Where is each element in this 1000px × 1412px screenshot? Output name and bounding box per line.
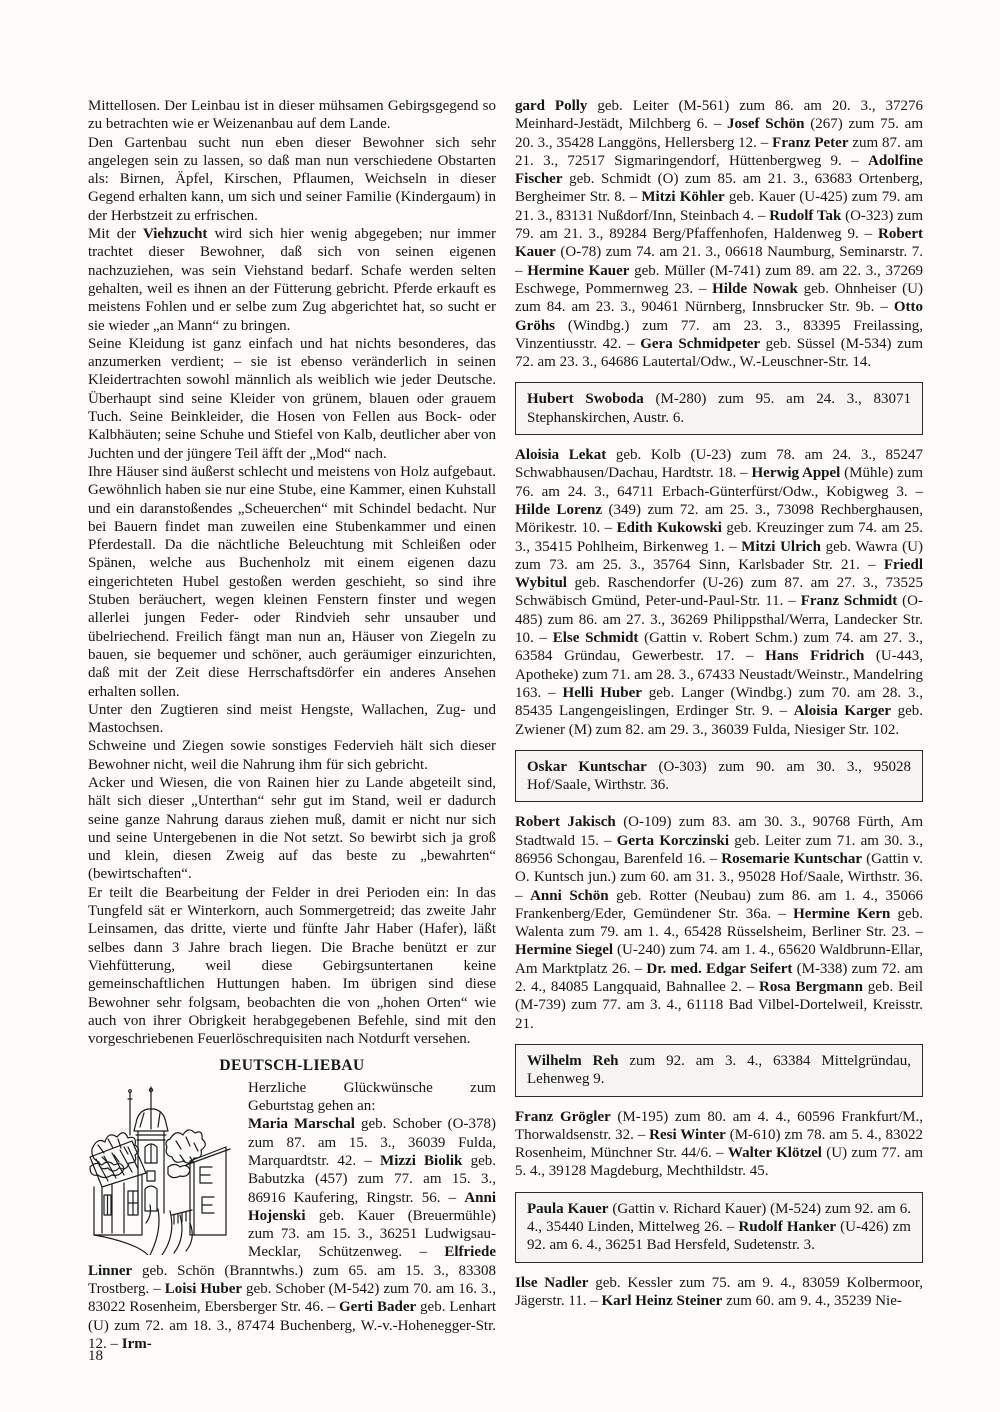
page-number: 18 bbox=[88, 1348, 103, 1364]
birthday-entries: Maria Marschal geb. Schober (O-378) zum 87. am 15. 3., 36039 Fulda, Marquardtstr. 42. – Mizzi Biolik geb. Babutzka (457) zum 77. am 15. 3., 86916 Kaufering, Ringstr. 56. – Anni Hojenski geb. Kauer (Breuermühle) zum 73. am 15. 3., 36251 Ludwigsau-Mecklar, Schützenweg. – Elfriede Linner geb. Schön (Branntwhs.) zum 65. am 15. 3., 83308 Trostberg. – Loisi Huber geb. Schober (M-542) zum 70. am 16. 3., 83022 Rosenheim, Ebersberger Str. 46. – Gerti Bader geb. Lenhart (U) zum 72. am 18. 3., 87474 Buchenberg, W.-v.-Hohenegger-Str. 12. – Irm- bbox=[88, 1116, 496, 1352]
paragraph: Ihre Häuser sind äußerst schlecht und meistens von Holz aufgebaut. Gewöhnlich haben sie nur eine Stube, eine Kammer, einen Kuhstall und ein daranstoßendes „Scheuerchen“ mit Schindel bedacht. Nur bei Bauern findet man zuweilen eine Stubenkammer und einen Pferdestall. Da die nächtliche Beleuchtung mit Schleißen oder Spänen, welche aus Buchenholz mit einem eigenen dazu eingerichteten Hubel gestoßen werden geschieht, so sind ihre Stuben beräuchert, wegen kleinen Fenstern finster und wegen allerlei jungen Feder- oder Rindvieh sehr unsauber und übelriechend. Freilich fängt man nun an, Häuser von Ziegeln zu bauen, sie bequemer und schöner, auch geräumiger einzurichten, daß mit der Zeit diese Herrschaftsdörfer ein anderes Ansehen erhalten sollen. bbox=[88, 463, 496, 700]
boxed-entry: Oskar Kuntschar (O-303) zum 90. am 30. 3., 95028 Hof/Saale, Wirthstr. 36. bbox=[515, 750, 923, 803]
paragraph: Mit der Viehzucht wird sich hier wenig abgegeben; nur immer trachtet dieser Bewohner, daß sich von seinen eigenen nachzuziehen, was sein Viehstand bedarf. Schafe werden selten gehalten, weil es ihnen an der Fütterung gebricht. Pferde erkauft es meistens Fohlen und er selbe zum Zug abgerichtet hat, so sucht er sie wieder „an Mann“ zu bringen. bbox=[88, 226, 496, 334]
deutsch-liebau-section bbox=[88, 1057, 496, 1353]
left-column-paragraphs bbox=[88, 97, 496, 1048]
paragraph: Unter den Zugtieren sind meist Hengste, Wallachen, Zug- und Mastochsen. bbox=[88, 701, 496, 737]
entry-paragraph: gard Polly geb. Leiter (M-561) zum 86. am 20. 3., 37276 Meinhard-Jestädt, Milchberg 6. – Josef Schön (267) zum 75. am 20. 3., 35428 Langgöns, Hellersberg 12. – Franz Peter zum 87. am 21. 3., 72517 Sigmaringendorf, Hüttenbergweg 9. – Adolfine Fischer geb. Schmidt (O) zum 85. am 21. 3., 63683 Ortenberg, Bergheimer Str. 8. – Mitzi Köhler geb. Kauer (U-425) zum 79. am 21. 3., 83131 Nußdorf/Inn, Steinbach 4. – Rudolf Tak (O-323) zum 79. am 21. 3., 89284 Berg/Pfaffenhofen, Haldenweg 9. – Robert Kauer (O-78) zum 74. am 21. 3., 06618 Naumburg, Seminarstr. 7. – Hermine Kauer geb. Müller (M-741) zum 89. am 22. 3., 37269 Eschwege, Pommernweg 23. – Hilde Nowak geb. Ohnheiser (U) zum 84. am 23. 3., 90461 Nürnberg, Innsbrucker Str. 9b. – Otto Gröhs (Windbg.) zum 77. am 23. 3., 83395 Freilassing, Vinzentiusstr. 42. – Gera Schmidpeter geb. Süssel (M-534) zum 72. am 23. 3., 64686 Lautertal/Odw., W.-Leuschner-Str. 14. bbox=[515, 98, 924, 371]
left-column bbox=[88, 97, 496, 1353]
paragraph: Acker und Wiesen, die von Rainen hier zu Lande abgeteilt sind, hält sich dieser „Unterthan“ sehr gut im Stand, weil er dadurch seine ganze Nahrung daraus ziehen muß, damit er nicht nur sich und seine Untergebenen in die Not setzt. So bewirbt sich ja groß und klein, diesen Zweig auf das beste zu „bewahrten“ (bewirtschaften“. bbox=[88, 774, 496, 883]
section-intro: Herzliche Glückwünsche zum Geburtstag gehen an: bbox=[248, 1079, 496, 1115]
boxed-entry: Paula Kauer (Gattin v. Richard Kauer) (M-524) zum 92. am 6. 4., 35440 Linden, Mittelweg 26. – Rudolf Hanker (U-426) zm 92. am 6. 4., 36251 Bad Hersfeld, Sudetenstr. 3. bbox=[515, 1192, 923, 1263]
paragraph: Mittellosen. Der Leinbau ist in dieser mühsamen Gebirgsgegend so zu betrachten wie er Weizenanbau auf dem Lande. bbox=[88, 98, 496, 133]
entry-paragraph: Franz Grögler (M-195) zum 80. am 4. 4., 60596 Frankfurt/M., Thorwaldsenstr. 32. – Resi Winter (M-610) zm 78. am 5. 4., 83022 Rosenheim, Münchner Str. 44/6. – Walter Klötzel (U) zum 77. am 5. 4., 39128 Magdeburg, Mechthildstr. 45. bbox=[515, 1108, 924, 1180]
paragraph: Schweine und Ziegen sowie sonstiges Federvieh hält sich dieser Bewohner nicht, weil die Nahrung ihm für sich gebricht. bbox=[88, 738, 496, 773]
paragraph: Er teilt die Bearbeitung der Felder in drei Perioden ein: In das Tungfeld sät er Winterkorn, auch Sommergetreid; das zweite Jahr Leinsamen, das dritte, vierte und fünfte Jahr Haber (Hafer), läßt selbes dann 3 Jahre brach liegen. Die Brache benützt er zur Viehfütterung, weil diese Gebirgsuntertanen keine gemeinschaftlichen Huttungen haben. Im übrigen sind diese Bewohner sehr folgsam, beobachten die von „hohen Orten“ wie auch von ihrer Obrigkeit herabgegebenen Befehle, sind mit den vorgeschriebenen Feuerlöschrequisiten nach Notdurft versehen. bbox=[88, 884, 496, 1048]
entry-paragraph: Robert Jakisch (O-109) zum 83. am 30. 3., 90768 Fürth, Am Stadtwald 15. – Gerta Korczinski geb. Leiter zum 71. am 30. 3., 86956 Schongau, Barenfeld 16. – Rosemarie Kuntschar (Gattin v. O. Kuntsch jun.) zum 60. am 31. 3., 95028 Hof/Saale, Wirthstr. 36. – Anni Schön geb. Rotter (Neubau) zum 86. am 1. 4., 35066 Frankenberg/Eder, Gemündener Str. 36a. – Hermine Kern geb. Walenta zum 79. am 1. 4., 65428 Rüsselsheim, Berliner Str. 23. – Hermine Siegel (U-240) zum 74. am 1. 4., 65620 Waldbrunn-Ellar, Am Marktplatz 26. – Dr. med. Edgar Seifert (M-338) zum 72. am 2. 4., 84085 Langquaid, Bahnallee 2. – Rosa Bergmann geb. Beil (M-739) zum 77. am 3. 4., 61118 Bad Vilbel-Dortelweil, Kreisstr. 21. bbox=[515, 814, 924, 1032]
entry-paragraph: Aloisia Lekat geb. Kolb (U-23) zum 78. am 24. 3., 85247 Schwabhausen/Dachau, Hardtstr. 18. – Herwig Appel (Mühle) zum 76. am 24. 3., 64711 Erbach-Günterfürst/Odw., Kobigweg 3. – Hilde Lorenz (349) zum 72. am 25. 3., 73098 Rechberghausen, Mörikestr. 10. – Edith Kukowski geb. Kreuzinger zum 74. am 25. 3., 35415 Pohlheim, Birkenweg 1. – Mitzi Ulrich geb. Wawra (U) zum 73. am 25. 3., 35764 Sinn, Karlsbader Str. 21. – Friedl Wybitul geb. Raschendorfer (U-26) zum 87. am 27. 3., 73525 Schwäbisch Gmünd, Peter-und-Paul-Str. 11. – Franz Schmidt (O-485) zum 86. am 27. 3., 36269 Philippsthal/Werra, Landecker Str. 10. – Else Schmidt (Gattin v. Robert Schm.) zum 74. am 27. 3., 63584 Gründau, Gewerbestr. 17. – Hans Fridrich (U-443, Apotheke) zum 71. am 28. 3., 67433 Neustadt/Weinstr., Mandelring 163. – Helli Huber geb. Langer (Windbg.) zum 70. am 28. 3., 85435 Langengeislingen, Erdinger Str. 9. – Aloisia Karger geb. Zwiener (M) zum 82. am 29. 3., 36039 Fulda, Niesiger Str. 102. bbox=[515, 447, 924, 738]
section-body bbox=[88, 1079, 496, 1353]
boxed-entry: Hubert Swoboda (M-280) zum 95. am 24. 3., 83071 Stephanskirchen, Austr. 6. bbox=[515, 382, 923, 435]
paragraph: Seine Kleidung ist ganz einfach und hat nichts besonderes, das anzumerken verdient; – sie ist ebenso veränderlich in seinen Kleidertrachten sowohl männlich als weiblich wie jeder Deutsche. Überhaupt sind seine Kleider von grünem, blauen oder grauem Tuch. Seine Beinkleider, die Hosen von Fellen aus Bock- oder Kalbhäuten; seine Schuhe und Stiefel von Kalb, deutlicher aber von Juchten und der jüngere Teil äfft der „Mod“ nach. bbox=[88, 335, 496, 462]
village-church-illustration bbox=[88, 1083, 236, 1255]
entry-paragraph: Ilse Nadler geb. Kessler zum 75. am 9. 4., 83059 Kolbermoor, Jägerstr. 11. – Karl Heinz Steiner zum 60. am 9. 4., 35239 Nie- bbox=[515, 1274, 923, 1309]
right-column bbox=[515, 97, 923, 1310]
paragraph: Den Gartenbau sucht nun eben dieser Bewohner sich sehr angelegen sein zu lassen, so daß man nun verschiedene Obstarten als: Birnen, Äpfel, Kirschen, Pflaumen, Weichseln in dieser Gegend erhalten kann, um sich und seiner Familie (Kindergaum) in der Herbstzeit zu erfrischen. bbox=[88, 134, 496, 224]
section-heading: DEUTSCH-LIEBAU bbox=[219, 1057, 365, 1075]
boxed-entry: Wilhelm Reh zum 92. am 3. 4., 63384 Mittelgründau, Lehenweg 9. bbox=[515, 1044, 923, 1097]
